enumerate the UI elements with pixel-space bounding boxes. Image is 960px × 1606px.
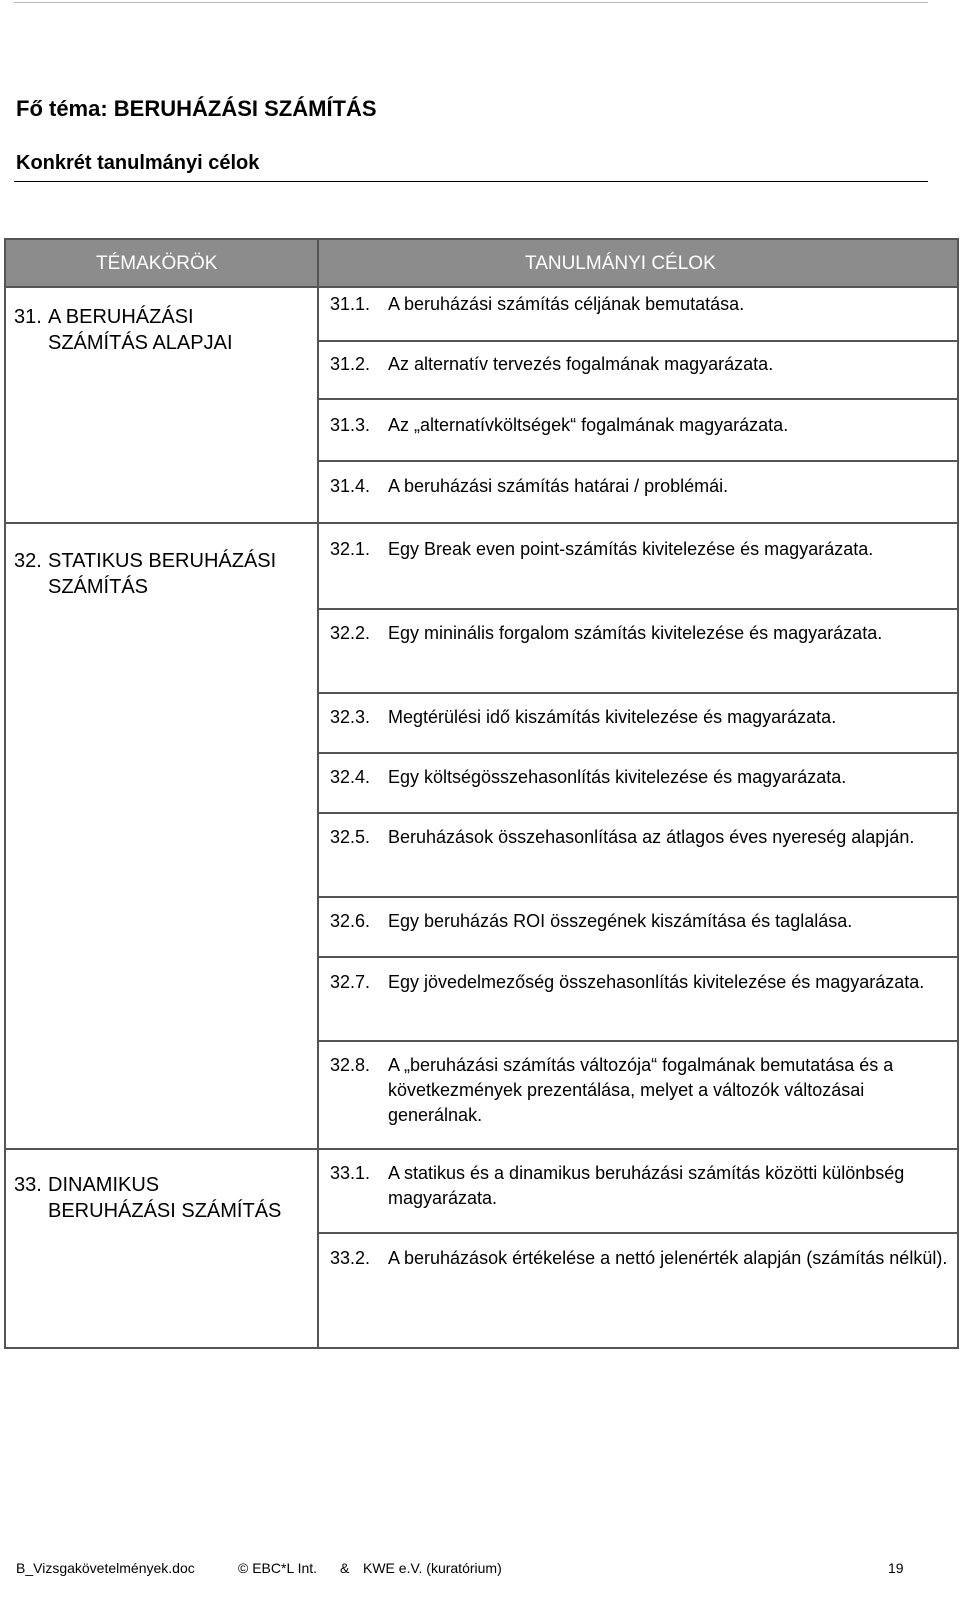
column-divider [317, 240, 319, 1347]
footer-page-number: 19 [888, 1560, 904, 1576]
objective-separator [319, 608, 957, 610]
objective-text: A beruházási számítás céljának bemutatása. [388, 294, 745, 314]
header-goals: TANULMÁNYI CÉLOK [525, 253, 716, 274]
objective-code: 32.1. [330, 539, 371, 559]
objective-code: 31.4. [330, 476, 371, 496]
objective-text: A beruházások értékelése a nettó jelenérték alapján (számítás nélkül). [388, 1248, 948, 1268]
objective-text: Egy jövedelmezőség összehasonlítás kivitelezése és magyarázata. [388, 972, 925, 992]
objective-text: Megtérülési idő kiszámítás kivitelezése és magyarázata. [388, 707, 837, 727]
header-separator [6, 286, 957, 288]
topic-31 [14, 304, 233, 356]
footer-ampersand: & [340, 1560, 350, 1576]
topic-title: STATIKUS BERUHÁZÁSI [48, 550, 277, 572]
footer-partner: KWE e.V. (kuratórium) [363, 1560, 502, 1576]
objective-text: Az „alternatívköltségek“ fogalmának magyarázata. [388, 415, 789, 435]
objective-text: A „beruházási számítás változója“ fogalmának bemutatása és a következmények prezentálása, melyet a változók változásai generálnak. [388, 1055, 894, 1125]
objective-separator [319, 460, 957, 462]
top-rule [14, 2, 928, 3]
objective-code: 32.8. [330, 1055, 371, 1075]
objective-text: Egy Break even point-számítás kivitelezése és magyarázata. [388, 539, 874, 559]
topic-33 [14, 1172, 281, 1224]
objective-code: 32.4. [330, 767, 371, 787]
objective-code: 32.6. [330, 911, 371, 931]
objective-text: Az alternatív tervezés fogalmának magyarázata. [388, 354, 774, 374]
objective-separator [319, 812, 957, 814]
objective-separator [319, 522, 957, 524]
footer-copyright: © EBC*L Int. [238, 1560, 318, 1576]
footer-filename: B_Vizsgakövetelmények.doc [16, 1560, 195, 1576]
topic-title: SZÁMÍTÁS ALAPJAI [48, 332, 233, 354]
objective-code: 32.3. [330, 707, 371, 727]
topic-number: 32. [14, 550, 42, 572]
objective-separator [319, 1040, 957, 1042]
objective-code: 33.1. [330, 1163, 371, 1183]
objective-code: 32.5. [330, 827, 371, 847]
objective-separator [319, 692, 957, 694]
objective-code: 32.2. [330, 623, 371, 643]
objective-separator [319, 1148, 957, 1150]
objective-separator [319, 398, 957, 400]
subtitle-rule [14, 181, 928, 182]
objective-separator [319, 956, 957, 958]
objective-separator [319, 752, 957, 754]
topic-separator [6, 1148, 317, 1150]
objective-code: 32.7. [330, 972, 371, 992]
objective-text: Egy mininális forgalom számítás kivitelezése és magyarázata. [388, 623, 883, 643]
page-title: Fő téma: BERUHÁZÁSI SZÁMÍTÁS [16, 96, 377, 121]
objective-text: Egy beruházás ROI összegének kiszámítása és taglalása. [388, 911, 853, 931]
objective-code: 31.2. [330, 354, 371, 374]
objective-text: Beruházások összehasonlítása az átlagos éves nyereség alapján. [388, 827, 915, 847]
topic-number: 31. [14, 306, 42, 328]
topic-32 [14, 548, 276, 600]
objective-text: Egy költségösszehasonlítás kivitelezése és magyarázata. [388, 767, 847, 787]
topic-title: SZÁMÍTÁS [48, 576, 149, 598]
objective-separator [319, 896, 957, 898]
objective-code: 31.3. [330, 415, 371, 435]
objective-code: 31.1. [330, 294, 371, 314]
topic-title: BERUHÁZÁSI SZÁMÍTÁS [48, 1200, 282, 1222]
objective-separator [319, 1232, 957, 1234]
topic-title: DINAMIKUS [48, 1174, 160, 1196]
topic-separator [6, 522, 317, 524]
header-topics: TÉMAKÖRÖK [96, 253, 218, 274]
topic-number: 33. [14, 1174, 42, 1196]
objective-code: 33.2. [330, 1248, 371, 1268]
topic-title: A BERUHÁZÁSI [48, 306, 194, 328]
objective-text: A statikus és a dinamikus beruházási számítás közötti különbség magyarázata. [388, 1163, 905, 1208]
objective-separator [319, 340, 957, 342]
section-subtitle: Konkrét tanulmányi célok [16, 152, 260, 174]
objective-text: A beruházási számítás határai / problémái. [388, 476, 729, 496]
